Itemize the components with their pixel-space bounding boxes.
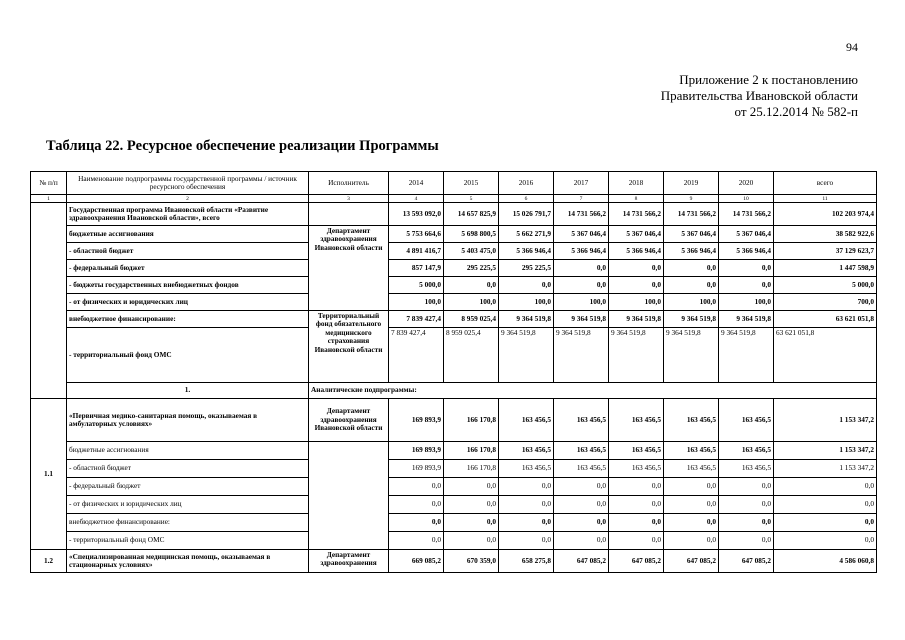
appendix-line-1: Приложение 2 к постановлению: [679, 72, 858, 87]
value-cell: 0,0: [664, 514, 719, 532]
value-cell: 0,0: [554, 532, 609, 550]
value-cell: 5 367 046,4: [719, 226, 774, 243]
program-subrow: [31, 243, 877, 260]
value-cell: 700,0: [774, 294, 877, 311]
header-y2016: 2016: [499, 172, 554, 195]
executor-fund: Территориальный фонд обязательного медицинского страхования Ивановской области: [309, 311, 389, 383]
executor-dept: Департамент здравоохранения Ивановской области: [309, 226, 389, 311]
value-cell: 0,0: [609, 277, 664, 294]
col-index: 2: [67, 195, 309, 203]
value-cell: 5 000,0: [774, 277, 877, 294]
value-cell: 1 153 347,2: [774, 399, 877, 442]
value-cell: 0,0: [774, 478, 877, 496]
value-cell: 5 698 800,5: [444, 226, 499, 243]
subprogram-subrow: [31, 514, 877, 532]
value-cell: 0,0: [554, 496, 609, 514]
value-cell: 5 753 664,6: [389, 226, 444, 243]
col-index: 11: [774, 195, 877, 203]
header-y2018: 2018: [609, 172, 664, 195]
value-cell: 8 959 025,4: [444, 328, 499, 383]
value-cell: 5 366 946,4: [719, 243, 774, 260]
value-cell: 0,0: [609, 260, 664, 277]
value-cell: 0,0: [609, 478, 664, 496]
executor-empty: [309, 203, 389, 226]
program-subrow: [31, 328, 877, 383]
program-subrow: [31, 277, 877, 294]
value-cell: 0,0: [389, 496, 444, 514]
row-label: - территориальный фонд ОМС: [67, 328, 309, 383]
row-label: - федеральный бюджет: [67, 478, 309, 496]
value-cell: 38 582 922,6: [774, 226, 877, 243]
subprogram-num: 1.2: [31, 550, 67, 573]
value-cell: 14 731 566,2: [664, 203, 719, 226]
value-cell: 163 456,5: [719, 460, 774, 478]
value-cell: 0,0: [444, 514, 499, 532]
col-index: 3: [309, 195, 389, 203]
value-cell: 100,0: [554, 294, 609, 311]
value-cell: 163 456,5: [609, 442, 664, 460]
value-cell: 169 893,9: [389, 460, 444, 478]
value-cell: 647 085,2: [664, 550, 719, 573]
row-label: - федеральный бюджет: [67, 260, 309, 277]
value-cell: 5 366 946,4: [554, 243, 609, 260]
value-cell: 0,0: [389, 478, 444, 496]
subprogram-subrow: [31, 460, 877, 478]
value-cell: 14 731 566,2: [719, 203, 774, 226]
row-label: внебюджетное финансирование:: [67, 514, 309, 532]
value-cell: 100,0: [499, 294, 554, 311]
row-label: бюджетные ассигнования: [67, 226, 309, 243]
header-y2017: 2017: [554, 172, 609, 195]
value-cell: 5 366 946,4: [499, 243, 554, 260]
value-cell: 8 959 025,4: [444, 311, 499, 328]
col-index: 8: [609, 195, 664, 203]
section-num: 1.: [67, 383, 309, 399]
row-label: - областной бюджет: [67, 460, 309, 478]
value-cell: 5 366 946,4: [664, 243, 719, 260]
value-cell: 0,0: [774, 514, 877, 532]
value-cell: 0,0: [389, 532, 444, 550]
value-cell: 0,0: [609, 532, 664, 550]
page-number: 94: [846, 40, 858, 54]
subprogram-subrow: [31, 496, 877, 514]
value-cell: 295 225,5: [499, 260, 554, 277]
appendix-line-3: от 25.12.2014 № 582-п: [734, 104, 858, 119]
value-cell: 0,0: [719, 514, 774, 532]
value-cell: 5 367 046,4: [664, 226, 719, 243]
value-cell: 669 085,2: [389, 550, 444, 573]
subprogram-row: [31, 399, 877, 442]
value-cell: 163 456,5: [664, 399, 719, 442]
program-subrow: [31, 294, 877, 311]
value-cell: 0,0: [444, 277, 499, 294]
value-cell: 0,0: [554, 260, 609, 277]
value-cell: 0,0: [444, 532, 499, 550]
value-cell: 9 364 519,8: [719, 311, 774, 328]
subprogram-row: [31, 550, 877, 573]
section-label: Аналитические подпрограммы:: [309, 383, 877, 399]
executor-empty: [309, 442, 389, 550]
value-cell: 5 367 046,4: [609, 226, 664, 243]
value-cell: 0,0: [664, 496, 719, 514]
subprogram-subrow: [31, 478, 877, 496]
value-cell: 0,0: [719, 260, 774, 277]
value-cell: 37 129 623,7: [774, 243, 877, 260]
value-cell: 0,0: [499, 277, 554, 294]
row-label: - бюджеты государственных внебюджетных фондов: [67, 277, 309, 294]
program-subrow: [31, 311, 877, 328]
value-cell: 0,0: [554, 514, 609, 532]
value-cell: 14 657 825,9: [444, 203, 499, 226]
value-cell: 0,0: [774, 532, 877, 550]
appendix-line-2: Правительства Ивановской области: [660, 88, 858, 103]
value-cell: 1 153 347,2: [774, 442, 877, 460]
value-cell: 0,0: [444, 478, 499, 496]
col-index: 10: [719, 195, 774, 203]
value-cell: 0,0: [774, 496, 877, 514]
col-index: 1: [31, 195, 67, 203]
value-cell: 7 839 427,4: [389, 311, 444, 328]
value-cell: 15 026 791,7: [499, 203, 554, 226]
appendix-caption: [661, 72, 858, 120]
value-cell: 9 364 519,8: [499, 311, 554, 328]
header-y2020: 2020: [719, 172, 774, 195]
value-cell: 5 662 271,9: [499, 226, 554, 243]
num-cell: [31, 203, 67, 399]
value-cell: 5 403 475,0: [444, 243, 499, 260]
value-cell: 0,0: [499, 478, 554, 496]
value-cell: 163 456,5: [609, 399, 664, 442]
value-cell: 63 621 051,8: [774, 328, 877, 383]
row-label: - областной бюджет: [67, 243, 309, 260]
value-cell: 647 085,2: [719, 550, 774, 573]
header-executor: Исполнитель: [309, 172, 389, 195]
value-cell: 0,0: [499, 496, 554, 514]
value-cell: 0,0: [719, 478, 774, 496]
executor-dept: Департамент здравоохранения: [309, 550, 389, 573]
value-cell: 9 364 519,8: [664, 328, 719, 383]
value-cell: 163 456,5: [554, 442, 609, 460]
value-cell: 166 170,8: [444, 399, 499, 442]
value-cell: 9 364 519,8: [664, 311, 719, 328]
value-cell: 163 456,5: [664, 442, 719, 460]
value-cell: 0,0: [664, 277, 719, 294]
value-cell: 163 456,5: [719, 442, 774, 460]
subprogram-subrow: [31, 442, 877, 460]
value-cell: 0,0: [664, 260, 719, 277]
subprogram-name: «Специализированная медицинская помощь, оказываемая в стационарных условиях»: [67, 550, 309, 573]
value-cell: 163 456,5: [609, 460, 664, 478]
row-label: - территориальный фонд ОМС: [67, 532, 309, 550]
value-cell: 0,0: [499, 514, 554, 532]
value-cell: 102 203 974,4: [774, 203, 877, 226]
value-cell: 169 893,9: [389, 399, 444, 442]
value-cell: 295 225,5: [444, 260, 499, 277]
value-cell: 163 456,5: [499, 399, 554, 442]
subprogram-subrow: [31, 532, 877, 550]
executor-dept: Департамент здравоохранения Ивановской области: [309, 399, 389, 442]
row-label: - от физических и юридических лиц: [67, 496, 309, 514]
program-subrow: [31, 260, 877, 277]
value-cell: 0,0: [664, 532, 719, 550]
col-index: 6: [499, 195, 554, 203]
row-label: внебюджетное финансирование:: [67, 311, 309, 328]
subprogram-name: «Первичная медико-санитарная помощь, оказываемая в амбулаторных условиях»: [67, 399, 309, 442]
value-cell: 1 153 347,2: [774, 460, 877, 478]
resource-table: [30, 171, 877, 573]
value-cell: 4 586 060,8: [774, 550, 877, 573]
value-cell: 163 456,5: [664, 460, 719, 478]
value-cell: 100,0: [609, 294, 664, 311]
value-cell: 100,0: [444, 294, 499, 311]
value-cell: 169 893,9: [389, 442, 444, 460]
value-cell: 0,0: [609, 496, 664, 514]
value-cell: 163 456,5: [499, 460, 554, 478]
value-cell: 166 170,8: [444, 442, 499, 460]
value-cell: 647 085,2: [554, 550, 609, 573]
value-cell: 0,0: [389, 514, 444, 532]
subprogram-num: 1.1: [31, 399, 67, 550]
value-cell: 0,0: [664, 478, 719, 496]
value-cell: 647 085,2: [609, 550, 664, 573]
header-total: всего: [774, 172, 877, 195]
value-cell: 5 000,0: [389, 277, 444, 294]
value-cell: 166 170,8: [444, 460, 499, 478]
value-cell: 100,0: [719, 294, 774, 311]
value-cell: 857 147,9: [389, 260, 444, 277]
value-cell: 63 621 051,8: [774, 311, 877, 328]
value-cell: 163 456,5: [719, 399, 774, 442]
value-cell: 163 456,5: [554, 460, 609, 478]
value-cell: 163 456,5: [499, 442, 554, 460]
header-y2019: 2019: [664, 172, 719, 195]
value-cell: 4 891 416,7: [389, 243, 444, 260]
value-cell: 0,0: [719, 496, 774, 514]
value-cell: 5 367 046,4: [554, 226, 609, 243]
header-row: [31, 172, 877, 195]
value-cell: 1 447 598,9: [774, 260, 877, 277]
value-cell: 163 456,5: [554, 399, 609, 442]
value-cell: 14 731 566,2: [554, 203, 609, 226]
program-row: [31, 203, 877, 226]
row-label: - от физических и юридических лиц: [67, 294, 309, 311]
table-title: Таблица 22. Ресурсное обеспечение реализации Программы: [46, 138, 439, 154]
value-cell: 9 364 519,8: [499, 328, 554, 383]
value-cell: 658 275,8: [499, 550, 554, 573]
value-cell: 670 359,0: [444, 550, 499, 573]
value-cell: 14 731 566,2: [609, 203, 664, 226]
value-cell: 100,0: [389, 294, 444, 311]
value-cell: 0,0: [554, 277, 609, 294]
value-cell: 100,0: [664, 294, 719, 311]
value-cell: 9 364 519,8: [719, 328, 774, 383]
section-row: [31, 383, 877, 399]
value-cell: 9 364 519,8: [609, 328, 664, 383]
col-index: 5: [444, 195, 499, 203]
value-cell: 0,0: [444, 496, 499, 514]
program-subrow: [31, 226, 877, 243]
header-name: Наименование подпрограммы государственной программы / источник ресурсного обеспечения: [67, 172, 309, 195]
value-cell: 0,0: [554, 478, 609, 496]
value-cell: 9 364 519,8: [554, 311, 609, 328]
col-index: 9: [664, 195, 719, 203]
header-y2014: 2014: [389, 172, 444, 195]
value-cell: 7 839 427,4: [389, 328, 444, 383]
value-cell: 9 364 519,8: [609, 311, 664, 328]
value-cell: 13 593 092,0: [389, 203, 444, 226]
value-cell: 0,0: [499, 532, 554, 550]
col-index: 4: [389, 195, 444, 203]
index-row: [31, 195, 877, 203]
value-cell: 9 364 519,8: [554, 328, 609, 383]
value-cell: 0,0: [609, 514, 664, 532]
row-label: бюджетные ассигнования: [67, 442, 309, 460]
col-index: 7: [554, 195, 609, 203]
program-name: Государственная программа Ивановской области «Развитие здравоохранения Ивановской области», всего: [67, 203, 309, 226]
value-cell: 0,0: [719, 532, 774, 550]
header-y2015: 2015: [444, 172, 499, 195]
header-num: № п/п: [31, 172, 67, 195]
value-cell: 5 366 946,4: [609, 243, 664, 260]
value-cell: 0,0: [719, 277, 774, 294]
